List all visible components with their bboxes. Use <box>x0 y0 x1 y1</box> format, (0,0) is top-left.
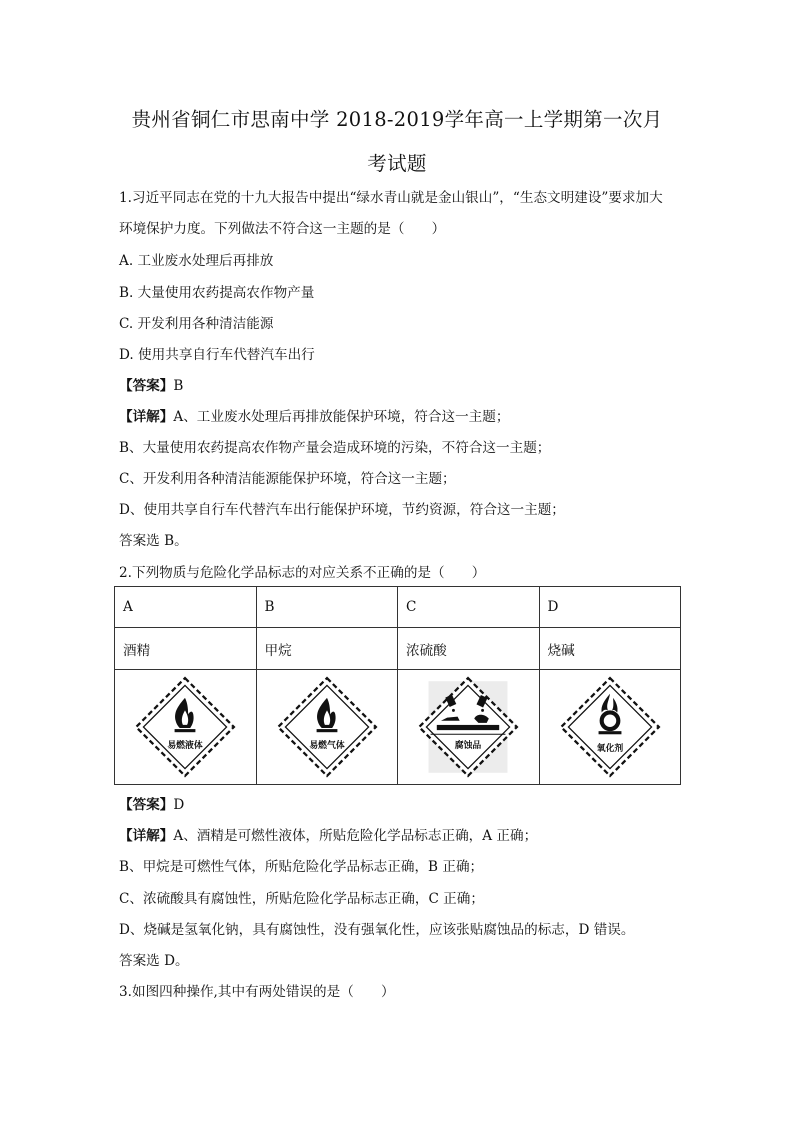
answer-value: B <box>173 378 184 394</box>
detail-text: A、酒精是可燃性液体，所贴危险化学品标志正确，A 正确； <box>173 828 538 844</box>
page-title-line-1: 贵州省铜仁市思南中学 2018-2019学年高一上学期第一次月 <box>131 108 663 131</box>
table-cell-substance-b: 甲烷 <box>256 628 398 670</box>
detail-label: 【详解】 <box>119 409 174 425</box>
q1-option-d: D. 使用共享自行车代替汽车出行 <box>119 347 315 363</box>
q3-stem: 3.如图四种操作,其中有两处错误的是（ ） <box>119 984 395 1000</box>
q1-stem-line-2: 环境保护力度。下列做法不符合这一主题的是（ ） <box>119 221 446 237</box>
page-title-line-2: 考试题 <box>367 152 427 175</box>
q2-detail-line-2: B、甲烷是可燃性气体，所贴危险化学品标志正确，B 正确； <box>119 859 484 875</box>
answer-value: D <box>173 797 185 813</box>
q1-answer-choice: 答案选 B。 <box>119 533 188 549</box>
detail-label: 【详解】 <box>119 828 174 844</box>
table-cell-letter-c: C <box>398 587 540 628</box>
table-cell-sign-c <box>398 670 540 785</box>
answer-label: 【答案】 <box>119 378 174 394</box>
sign-label-c: 腐蚀品 <box>455 740 482 751</box>
detail-text: A、工业废水处理后再排放能保护环境，符合这一主题； <box>173 409 510 425</box>
q2-detail-line-3: C、浓硫酸具有腐蚀性，所贴危险化学品标志正确，C 正确； <box>119 891 484 907</box>
q2-stem: 2.下列物质与危险化学品标志的对应关系不正确的是（ ） <box>119 565 486 581</box>
sign-label-b: 易燃气体 <box>309 740 345 751</box>
q1-option-b: B. 大量使用农药提高农作物产量 <box>119 285 315 301</box>
table-cell-substance-a: 酒精 <box>115 628 257 670</box>
corrosive-sign <box>416 675 520 779</box>
answer-label: 【答案】 <box>119 797 174 813</box>
q1-stem-line-1: 1.习近平同志在党的十九大报告中提出“绿水青山就是金山银山”，“生态文明建设”要求加大 <box>119 190 663 206</box>
q1-detail-line-2: B、大量使用农药提高农作物产量会造成环境的污染，不符合这一主题； <box>119 440 551 456</box>
table-cell-letter-d: D <box>539 587 681 628</box>
table-row-letters <box>115 587 681 628</box>
q2-detail-line-4: D、烧碱是氢氧化钠，具有腐蚀性，没有强氧化性，应该张贴腐蚀品的标志，D 错误。 <box>119 922 635 938</box>
flammable-liquid-sign <box>133 675 237 779</box>
table-cell-substance-c: 浓硫酸 <box>398 628 540 670</box>
q1-answer <box>119 374 183 394</box>
q1-option-c: C. 开发利用各种清洁能源 <box>119 316 274 332</box>
q2-answer <box>119 793 184 813</box>
flammable-gas-sign <box>275 675 379 779</box>
q1-detail-line-3: C、开发利用各种清洁能源能保护环境，符合这一主题； <box>119 471 456 487</box>
table-cell-sign-a <box>115 670 257 785</box>
table-cell-sign-d <box>539 670 681 785</box>
sign-label-a: 易燃液体 <box>167 740 203 751</box>
table-cell-letter-b: B <box>256 587 398 628</box>
table-row-signs <box>115 670 681 785</box>
table-cell-substance-d: 烧碱 <box>539 628 681 670</box>
q2-answer-choice: 答案选 D。 <box>119 953 189 969</box>
q2-detail-line-1 <box>119 824 537 844</box>
q1-detail-line-4: D、使用共享自行车代替汽车出行能保护环境，节约资源，符合这一主题； <box>119 502 565 518</box>
sign-label-d: 氧化剂 <box>596 743 623 754</box>
q1-detail-line-1 <box>119 405 509 425</box>
table-cell-letter-a: A <box>115 587 257 628</box>
table-cell-sign-b <box>256 670 398 785</box>
q1-option-a: A. 工业废水处理后再排放 <box>119 253 274 269</box>
oxidizer-sign <box>558 675 662 779</box>
hazard-sign-table <box>114 586 681 785</box>
table-row-substances <box>115 628 681 670</box>
